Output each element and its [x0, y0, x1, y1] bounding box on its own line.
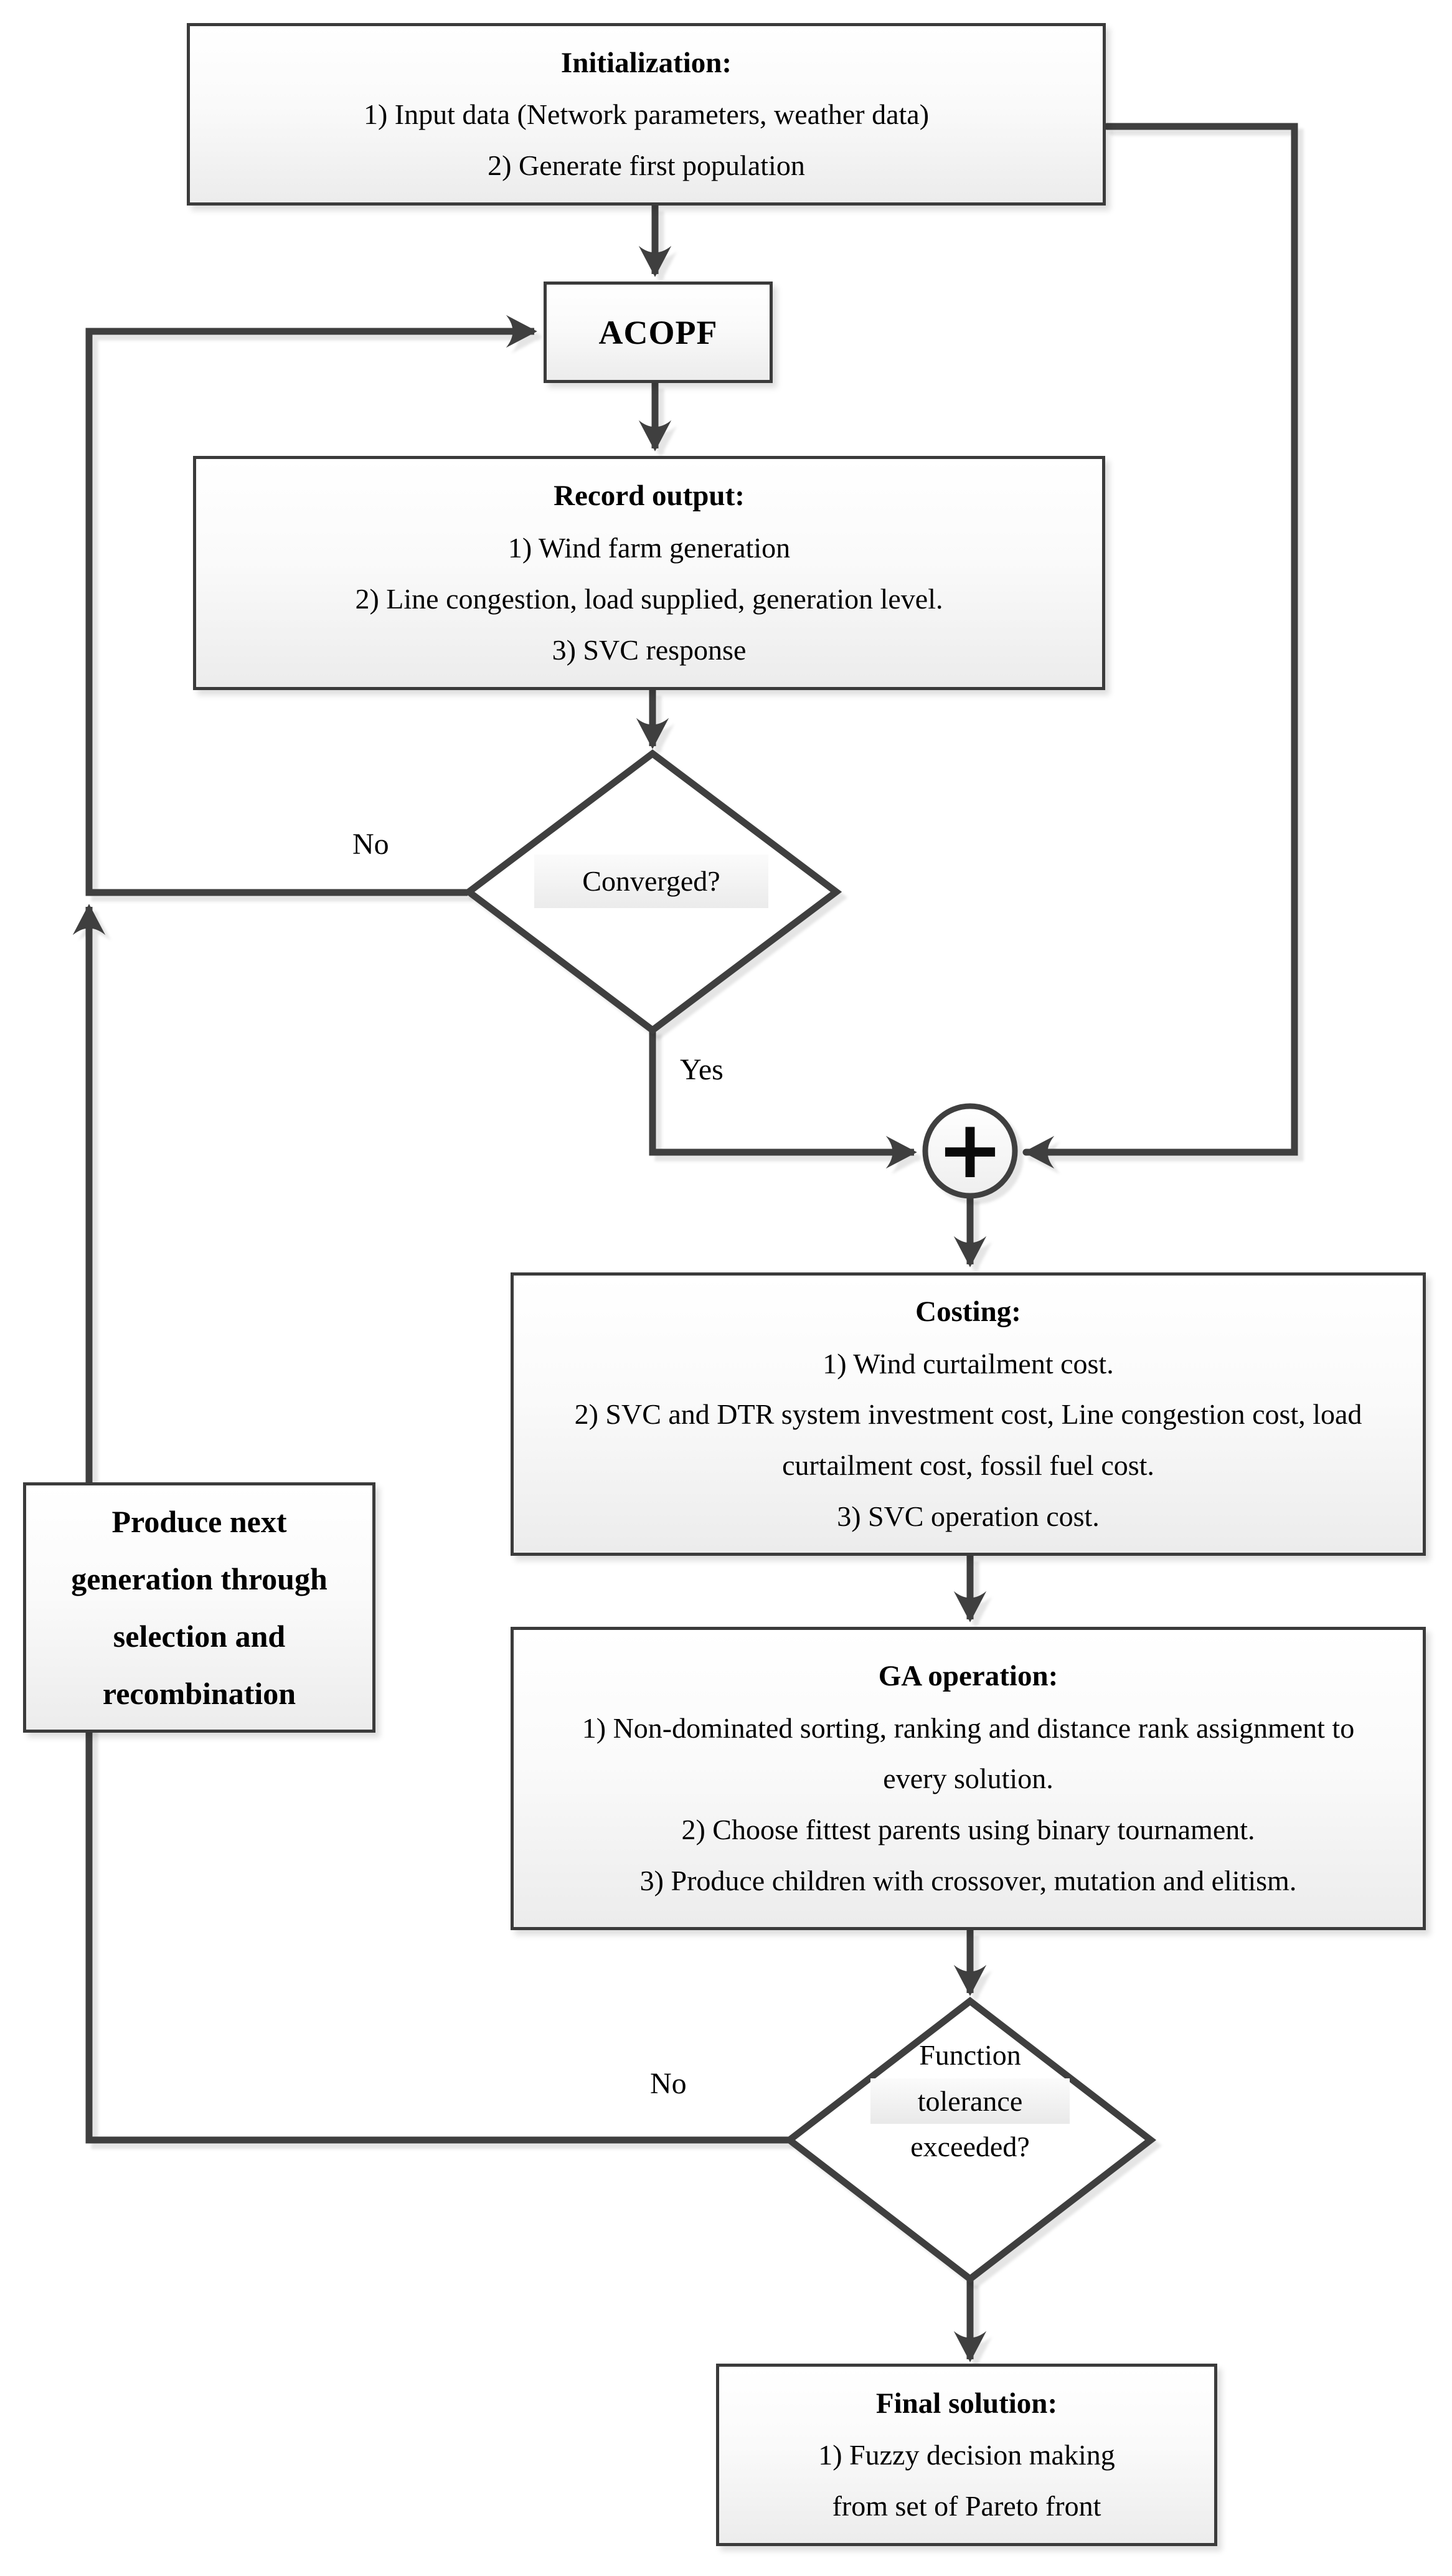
converged-label: Converged? — [534, 855, 768, 908]
produce-line-1: Produce next — [111, 1504, 287, 1539]
ga-line-2: 2) Choose fittest parents using binary tournament. — [681, 1814, 1255, 1846]
init-title: Initialization: — [560, 46, 732, 79]
costing-line-2: 2) SVC and DTR system investment cost, Line congestion cost, load curtailment cost, fossil fuel cost. — [574, 1398, 1362, 1482]
converged-no-label: No — [349, 827, 393, 861]
final-title: Final solution: — [875, 2387, 1058, 2420]
tolerance-label — [870, 2032, 1070, 2170]
ga-operation-box — [511, 1627, 1426, 1930]
ga-title: GA operation: — [878, 1659, 1058, 1692]
tolerance-no-label: No — [646, 2067, 691, 2101]
init-box — [187, 23, 1106, 206]
produce-next-generation-box — [23, 1482, 375, 1733]
final-line-2: from set of Pareto front — [832, 2490, 1101, 2522]
tolerance-label-line1: Function — [919, 2039, 1021, 2071]
final-line-1: 1) Fuzzy decision making — [818, 2439, 1115, 2471]
init-line-2: 2) Generate first population — [488, 149, 805, 182]
costing-line-3: 3) SVC operation cost. — [837, 1500, 1100, 1533]
converged-yes-label: Yes — [676, 1053, 727, 1087]
record-line-1: 1) Wind farm generation — [507, 532, 791, 564]
record-output-box — [193, 456, 1105, 690]
ga-line-1: 1) Non-dominated sorting, ranking and distance rank assignment to every solution. — [582, 1712, 1355, 1795]
init-line-1: 1) Input data (Network parameters, weather data) — [363, 98, 930, 131]
sum-junction-circle — [925, 1106, 1015, 1196]
record-title: Record output: — [554, 480, 745, 513]
costing-box — [511, 1272, 1426, 1556]
produce-line-4: recombination — [102, 1676, 296, 1711]
record-line-2: 2) Line congestion, load supplied, generation level. — [355, 582, 943, 615]
produce-line-3: selection and — [113, 1619, 286, 1654]
edge-converged-yes — [653, 1029, 914, 1152]
tolerance-label-line2: tolerance — [870, 2078, 1070, 2124]
final-solution-box — [716, 2364, 1217, 2546]
record-line-3: 3) SVC response — [552, 633, 747, 666]
acopf-title: ACOPF — [598, 313, 718, 351]
acopf-box — [544, 282, 773, 383]
costing-line-1: 1) Wind curtailment cost. — [823, 1347, 1114, 1380]
costing-title: Costing: — [915, 1295, 1021, 1328]
tolerance-label-line3: exceeded? — [910, 2131, 1030, 2163]
plus-icon: + — [936, 1103, 1004, 1196]
produce-line-2: generation through — [71, 1561, 328, 1596]
ga-line-3: 3) Produce children with crossover, mutation and elitism. — [639, 1865, 1297, 1897]
